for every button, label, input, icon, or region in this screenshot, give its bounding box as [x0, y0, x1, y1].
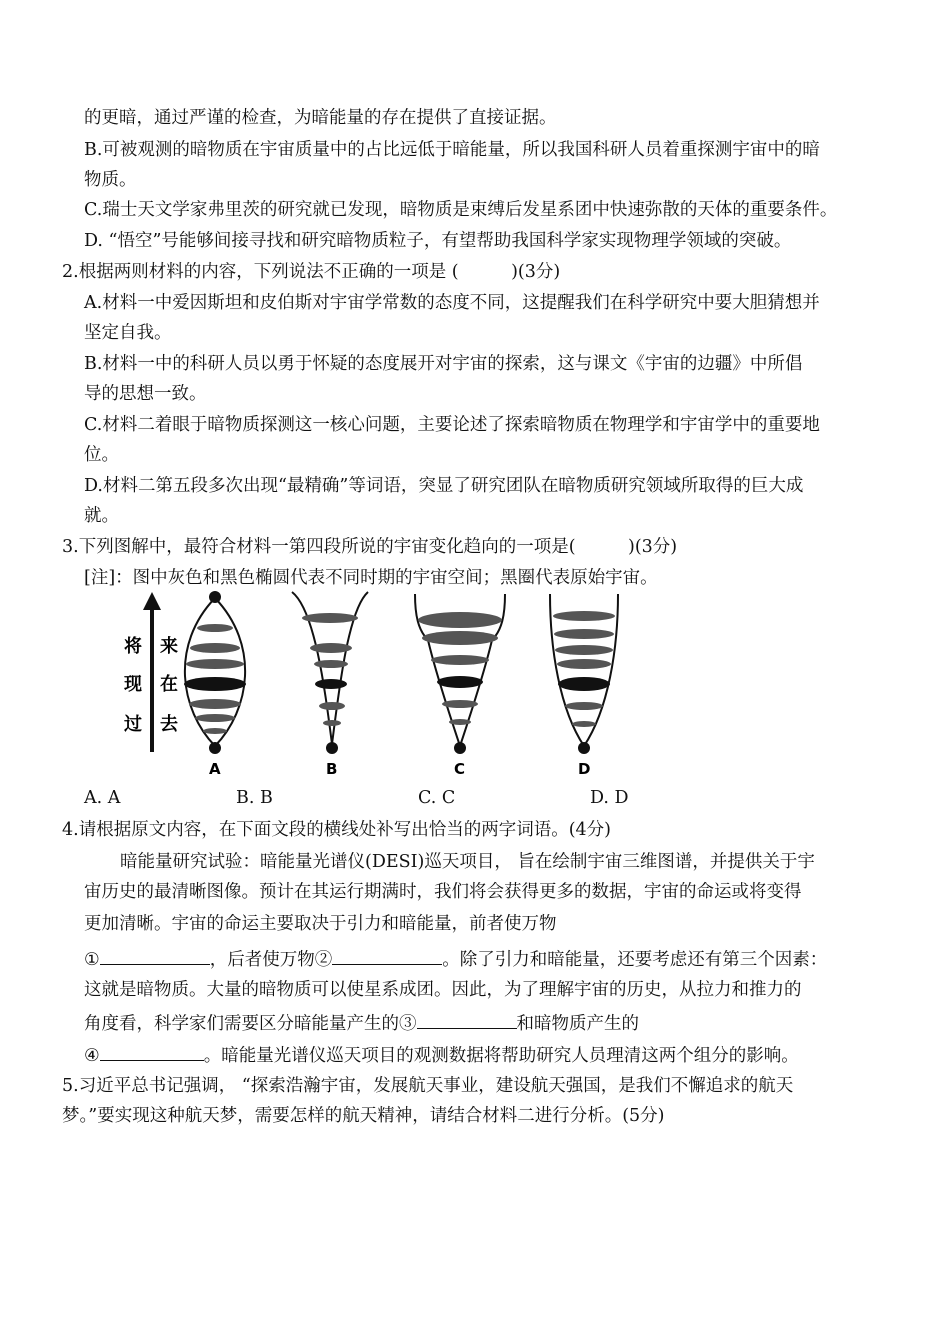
q2-option-b-line2: 导的思想一致。	[84, 384, 207, 404]
blank-4[interactable]	[100, 1042, 204, 1061]
q5-line2: 梦。”要实现这种航天梦，需要怎样的航天精神，请结合材料二进行分析。(5分)	[62, 1106, 665, 1126]
q5-line1: 5.习近平总书记强调， “探索浩瀚宇宙，发展航天事业，建设航天强国，是我们不懈追求的航天	[62, 1076, 794, 1096]
q2-option-c-line2: 位。	[84, 445, 119, 465]
q2-option-d-line1: D.材料二第五段多次出现“最精确”等词语，突显了研究团队在暗物质研究领域所取得的巨大成	[84, 476, 804, 496]
q2-option-b-line1: B.材料一中的科研人员以勇于怀疑的态度展开对宇宙的探索，这与课文《宇宙的边疆》中所倡	[84, 354, 803, 374]
q2-option-c-line1: C.材料二着眼于暗物质探测这一核心问题，主要论述了探索暗物质在物理学和宇宙学中的重要地	[84, 415, 820, 435]
diagram-a-label: A	[209, 760, 221, 778]
diagram-c	[415, 594, 505, 778]
q4-line4-mid: ，后者使万物②	[209, 950, 333, 970]
q4-line6-start: 角度看，科学家们需要区分暗能量产生的③	[84, 1014, 417, 1034]
q3-note: [注]：图中灰色和黑色椭圆代表不同时期的宇宙空间；黑圈代表原始宇宙。	[84, 568, 658, 588]
q3-option-a: A. A	[84, 788, 121, 808]
q3-option-b: B. B	[236, 788, 273, 808]
blank-marker-1: ①	[84, 950, 100, 970]
q4-para-line5: 这就是暗物质。大量的暗物质可以使星系成团。因此，为了理解宇宙的历史，从拉力和推力的	[84, 980, 802, 1000]
q4-line6-end: 和暗物质产生的	[516, 1014, 639, 1034]
diagram-d-label: D	[578, 760, 591, 778]
axis-char-lai: 来	[160, 636, 178, 657]
q4-para-line3: 更加清晰。宇宙的命运主要取决于引力和暗能量，前者使万物	[84, 914, 557, 934]
universe-diagram	[110, 590, 670, 780]
q4-para-line4	[84, 946, 827, 972]
blank-1[interactable]	[100, 946, 210, 965]
q1-option-a-tail: 的更暗，通过严谨的检查，为暗能量的存在提供了直接证据。	[84, 108, 557, 128]
axis-char-jiang: 将	[124, 636, 142, 657]
time-axis-arrowhead	[143, 592, 161, 610]
diagram-c-label: C	[454, 760, 466, 778]
q4-line4-end: 。除了引力和暗能量，还要考虑还有第三个因素：	[442, 950, 828, 970]
diagram-b-label: B	[326, 760, 338, 778]
q3-stem: 3.下列图解中，最符合材料一第四段所说的宇宙变化趋向的一项是( )(3分)	[62, 537, 678, 557]
blank-2[interactable]	[332, 946, 442, 965]
q2-option-a-line1: A.材料一中爱因斯坦和皮伯斯对宇宙学常数的态度不同，这提醒我们在科学研究中要大胆猜想并	[84, 293, 820, 313]
q1-option-d: D. “悟空”号能够间接寻找和研究暗物质粒子，有望帮助我国科学家实现物理学领域的突破。	[84, 231, 792, 251]
q3-option-c: C. C	[418, 788, 456, 808]
diagram-a	[184, 591, 246, 778]
blank-3[interactable]	[417, 1010, 517, 1029]
q4-line7-end: 。暗能量光谱仪巡天项目的观测数据将帮助研究人员理清这两个组分的影响。	[203, 1046, 799, 1066]
axis-char-qu: 去	[160, 714, 178, 735]
diagram-d	[550, 594, 618, 778]
q4-para-line7	[84, 1042, 799, 1068]
q3-option-d: D. D	[590, 788, 629, 808]
q1-option-b-line2: 物质。	[84, 170, 137, 190]
blank-marker-4: ④	[84, 1046, 100, 1066]
q1-option-b-line1: B.可被观测的暗物质在宇宙质量中的占比远低于暗能量，所以我国科研人员着重探测宇宙中的暗	[84, 140, 820, 160]
q4-stem: 4.请根据原文内容，在下面文段的横线处补写出恰当的两字词语。(4分)	[62, 820, 611, 840]
q4-para-line1: 暗能量研究试验：暗能量光谱仪(DESI)巡天项目， 旨在绘制宇宙三维图谱，并提供关于宇	[120, 852, 815, 872]
q2-stem: 2.根据两则材料的内容，下列说法不正确的一项是 ( )(3分)	[62, 262, 561, 282]
diagram-b	[292, 592, 368, 778]
q4-para-line6	[84, 1010, 639, 1036]
axis-char-xian: 现	[124, 674, 142, 695]
q2-option-a-line2: 坚定自我。	[84, 323, 172, 343]
axis-char-guo: 过	[124, 714, 142, 735]
axis-char-zai: 在	[160, 674, 178, 695]
q2-option-d-line2: 就。	[84, 506, 119, 526]
q1-option-c: C.瑞士天文学家弗里茨的研究就已发现，暗物质是束缚后发星系团中快速弥散的天体的重要条件。	[84, 200, 838, 220]
q4-para-line2: 宙历史的最清晰图像。预计在其运行期满时，我们将会获得更多的数据，宇宙的命运或将变得	[84, 882, 802, 902]
